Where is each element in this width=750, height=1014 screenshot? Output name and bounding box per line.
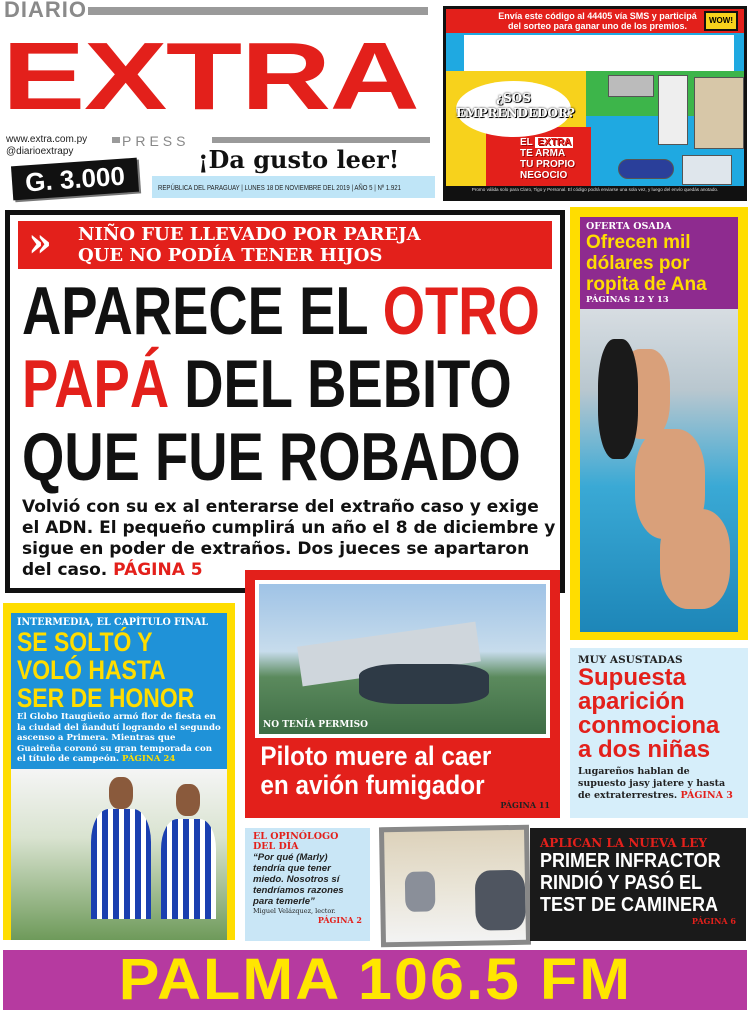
intermedia-panel (11, 613, 227, 769)
story-opinologo[interactable] (245, 828, 370, 941)
photo-caption: NO TENÍA PERMISO (263, 720, 368, 730)
masthead-press: PRESS (122, 133, 190, 149)
office-photo (379, 825, 531, 948)
ad-fine-print: Promo válida solo para Claro, Tigo y Personal. El código podrá enviarse una sola vez, y luego del envío quedás anotado. (446, 186, 744, 198)
asustadas-headline: conmociona (578, 712, 720, 739)
model-photo (580, 309, 738, 632)
lead-story[interactable] (5, 210, 565, 593)
social-handle[interactable]: @diarioextrapy (6, 146, 74, 157)
ad-sms-text: Envía este código al 44405 vía SMS y participá del sorteo para ganar uno de los premios. (446, 9, 744, 33)
asustadas-body: Lugareños hablan de supuesto jasy jatere y hasta de extraterrestres. PÁGINA 3 (578, 766, 733, 801)
wow-badge: WOW! (704, 11, 738, 31)
masthead-rule (88, 7, 428, 15)
oferta-headline: Ofrecen mil dólares por ropita de Ana (586, 232, 707, 295)
dateline-text: REPÚBLICA DEL PARAGUAY | LUNES 18 DE NOVIEMBRE DEL 2019 | AÑO 5 | Nº 1.921 (158, 183, 401, 192)
ad-code-box (464, 35, 734, 71)
photo-figure (91, 809, 151, 919)
table-image (682, 155, 732, 185)
photo-figure (161, 819, 216, 919)
dateline (152, 176, 435, 198)
fridge-image (658, 75, 688, 145)
photo-figure (359, 664, 489, 704)
asustadas-headline: a dos niñas (578, 736, 711, 763)
plane-headline: Piloto muere al caer (260, 741, 492, 771)
intermedia-headline: SE SOLTÓ Y (17, 627, 153, 657)
page-ref: PÁGINA 6 (691, 916, 736, 926)
radio-banner-text: PALMA 106.5 FM (118, 947, 632, 1012)
lead-kicker (18, 221, 552, 269)
caminera-headline: TEST DE CAMINERA (540, 894, 719, 916)
oven-image (694, 77, 744, 149)
asustadas-kicker: MUY ASUSTADAS (578, 654, 683, 666)
kicker-line: QUE NO PODÍA TENER HIJOS (78, 245, 383, 266)
masthead-rule (212, 137, 430, 143)
intermedia-headline: SER DE HONOR (17, 683, 195, 713)
masthead-contact (6, 134, 87, 158)
story-oferta[interactable] (570, 207, 748, 640)
intermedia-kicker: INTERMEDIA, EL CAPÍTULO FINAL (17, 617, 209, 628)
opinologo-author: Miguel Velázquez, lector. (253, 907, 336, 915)
slogan: ¡Da gusto leer! (198, 145, 400, 174)
masthead-diario: DIARIO (4, 0, 87, 22)
story-intermedia[interactable] (3, 603, 235, 940)
page-ref: PÁGINA 5 (113, 560, 203, 580)
lead-deck: Volvió con su ex al enterarse del extraño caso y exige el ADN. El pequeño cumplirá un año el 8 de diciembre y sigue en poder de extraños. Dos jueces se apartaron del caso. PÁGINA 5 (22, 497, 556, 580)
photo-figure (109, 777, 133, 809)
ad-tagline: EL EXTRA TE ARMA TU PROPIO NEGOCIO (520, 137, 576, 181)
motorcycle-image (618, 159, 674, 179)
photo-figure (660, 509, 730, 609)
page-ref: PÁGINAS 12 Y 13 (586, 295, 669, 305)
page-ref: PÁGINA 3 (680, 790, 733, 801)
story-asustadas[interactable] (570, 648, 748, 818)
double-chevron-icon: ›› (28, 219, 44, 266)
radio-banner[interactable] (3, 947, 747, 1012)
masthead-rule (112, 137, 120, 143)
masthead-logo: EXTRA (2, 23, 419, 130)
page-ref: PÁGINA 24 (121, 754, 176, 764)
kicker-line: NIÑO FUE LLEVADO POR PAREJA (78, 224, 421, 245)
photo-content (384, 830, 526, 942)
photo-figure (475, 870, 526, 931)
lead-headline-line: APARECE EL OTRO (22, 273, 540, 349)
plane-headline: en avión fumigador (260, 770, 485, 800)
story-caminera[interactable] (530, 828, 746, 941)
website-link[interactable]: www.extra.com.py (6, 134, 88, 145)
photo-figure (176, 784, 200, 816)
lead-headline-line: PAPÁ DEL BEBITO (22, 346, 512, 422)
page-ref: PÁGINA 2 (317, 915, 362, 925)
opinologo-kicker: EL OPINÓLOGO DEL DÍA (253, 831, 339, 852)
caminera-headline: RINDIÓ Y PASÓ EL (540, 872, 703, 894)
story-plane[interactable] (245, 570, 560, 818)
opinologo-quote: “Por qué (Marly) tendría que tener miedo. Nosotros sí tendríamos razones para temerle” (253, 852, 344, 907)
caminera-kicker: APLICAN LA NUEVA LEY (540, 836, 707, 850)
photo-hair (598, 339, 638, 459)
plane-crash-photo (255, 580, 550, 738)
price-tag: G. 3.000 (11, 158, 139, 201)
ad-question: ¿SOS EMPRENDEDOR? (456, 81, 571, 137)
page-ref: PÁGINA 11 (500, 800, 550, 810)
oferta-panel (580, 217, 738, 309)
asustadas-headline: Supuesta (578, 664, 687, 691)
soccer-photo (11, 769, 227, 941)
intermedia-headline: VOLÓ HASTA (17, 655, 166, 685)
lead-headline-line: QUE FUE ROBADO (22, 419, 521, 495)
caminera-headline: PRIMER INFRACTOR (540, 850, 721, 872)
advertisement[interactable] (443, 6, 747, 201)
griddle-image (608, 75, 654, 97)
intermedia-body: El Globo Itaugüeño armó flor de fiesta en la ciudad del ñandutí logrando el segundo ascenso a Primera. Mientras que Guaireña coronó su gran temporada con el título de campeón. PÁGINA 24 (17, 712, 221, 764)
asustadas-headline: aparición (578, 688, 685, 715)
photo-figure (405, 871, 436, 912)
oferta-kicker: OFERTA OSADA (586, 221, 672, 232)
